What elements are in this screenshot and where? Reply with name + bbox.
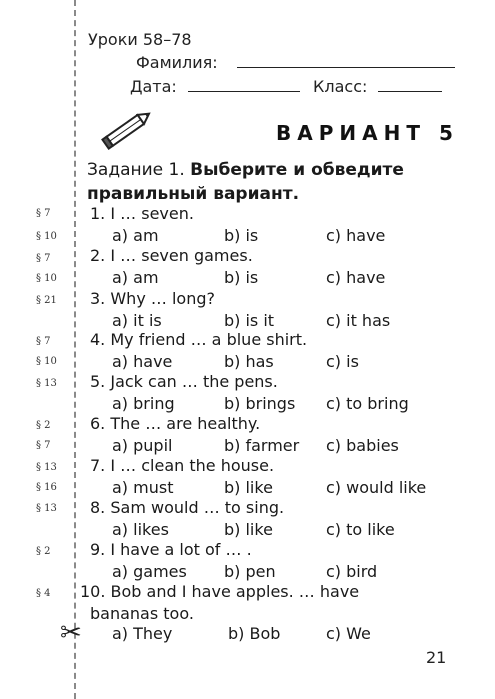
task-heading xyxy=(87,158,467,206)
question-text: 4. My friend … a blue shirt. xyxy=(90,330,308,349)
answer-option[interactable]: a) pupil xyxy=(112,436,173,455)
class-field[interactable] xyxy=(378,77,442,92)
section-ref: § 7 xyxy=(36,440,51,451)
page-number: 21 xyxy=(426,648,447,667)
surname-label: Фамилия: xyxy=(136,53,218,72)
cut-line xyxy=(74,0,76,699)
question-text: 5. Jack can … the pens. xyxy=(90,372,278,391)
answer-option[interactable]: c) is xyxy=(326,352,359,371)
date-field[interactable] xyxy=(188,77,300,92)
date-class-row xyxy=(130,77,442,96)
answer-option[interactable]: a) am xyxy=(112,268,159,287)
answer-option[interactable]: a) They xyxy=(112,624,173,643)
answer-option[interactable]: b) is it xyxy=(224,311,275,330)
answer-option[interactable]: a) have xyxy=(112,352,173,371)
section-ref: § 7 xyxy=(36,208,51,219)
answer-option[interactable]: b) has xyxy=(224,352,274,371)
section-ref: § 2 xyxy=(36,420,51,431)
answer-option[interactable]: c) babies xyxy=(326,436,399,455)
question-text: 2. I … seven games. xyxy=(90,246,253,265)
answer-option[interactable]: c) have xyxy=(326,268,386,287)
answer-option[interactable]: b) farmer xyxy=(224,436,300,455)
task-instruction: Выберите и обведите правильный вариант. xyxy=(87,160,404,204)
answer-option[interactable]: b) like xyxy=(224,520,273,539)
variant-title: ВАРИАНТ 5 xyxy=(276,121,459,145)
pencil-icon xyxy=(100,108,156,150)
section-ref: § 10 xyxy=(36,273,57,284)
answer-option[interactable]: c) We xyxy=(326,624,371,643)
question-text: 1. I … seven. xyxy=(90,204,194,223)
answer-option[interactable]: c) bird xyxy=(326,562,378,581)
surname-field[interactable] xyxy=(237,53,455,68)
section-ref: § 13 xyxy=(36,462,57,473)
section-ref: § 21 xyxy=(36,295,57,306)
question-text: 6. The … are healthy. xyxy=(90,414,261,433)
section-references xyxy=(0,0,70,699)
lessons-label: Уроки 58–78 xyxy=(88,30,192,49)
section-ref: § 13 xyxy=(36,378,57,389)
question-text: 9. I have a lot of … . xyxy=(90,540,252,559)
answer-option[interactable]: c) to bring xyxy=(326,394,409,413)
answer-option[interactable]: c) it has xyxy=(326,311,391,330)
answer-option[interactable]: a) games xyxy=(112,562,187,581)
answer-option[interactable]: b) pen xyxy=(224,562,276,581)
answer-option[interactable]: a) must xyxy=(112,478,174,497)
answer-option[interactable]: b) Bob xyxy=(228,624,281,643)
answer-option[interactable]: c) have xyxy=(326,226,386,245)
question-text: 10. Bob and I have apples. … have xyxy=(80,582,360,601)
answer-option[interactable]: a) bring xyxy=(112,394,175,413)
section-ref: § 13 xyxy=(36,503,57,514)
answer-option[interactable]: a) it is xyxy=(112,311,162,330)
answer-option[interactable]: b) is xyxy=(224,226,259,245)
question-text: 3. Why … long? xyxy=(90,289,215,308)
answer-option[interactable]: b) is xyxy=(224,268,259,287)
answer-option[interactable]: c) would like xyxy=(326,478,427,497)
answer-option[interactable]: a) likes xyxy=(112,520,169,539)
surname-row xyxy=(136,53,455,72)
date-label: Дата: xyxy=(130,77,177,96)
section-ref: § 2 xyxy=(36,546,51,557)
section-ref: § 7 xyxy=(36,336,51,347)
task-number: Задание 1. xyxy=(87,160,185,180)
scissors-icon: ✂ xyxy=(60,618,82,648)
answer-option[interactable]: b) brings xyxy=(224,394,296,413)
section-ref: § 10 xyxy=(36,231,57,242)
section-ref: § 4 xyxy=(36,588,51,599)
question-text-continued: bananas too. xyxy=(90,604,194,623)
section-ref: § 16 xyxy=(36,482,57,493)
question-text: 8. Sam would … to sing. xyxy=(90,498,285,517)
section-ref: § 10 xyxy=(36,356,57,367)
answer-option[interactable]: a) am xyxy=(112,226,159,245)
question-text: 7. I … clean the house. xyxy=(90,456,275,475)
answer-option[interactable]: b) like xyxy=(224,478,273,497)
section-ref: § 7 xyxy=(36,253,51,264)
answer-option[interactable]: c) to like xyxy=(326,520,395,539)
class-label: Класс: xyxy=(313,77,368,96)
